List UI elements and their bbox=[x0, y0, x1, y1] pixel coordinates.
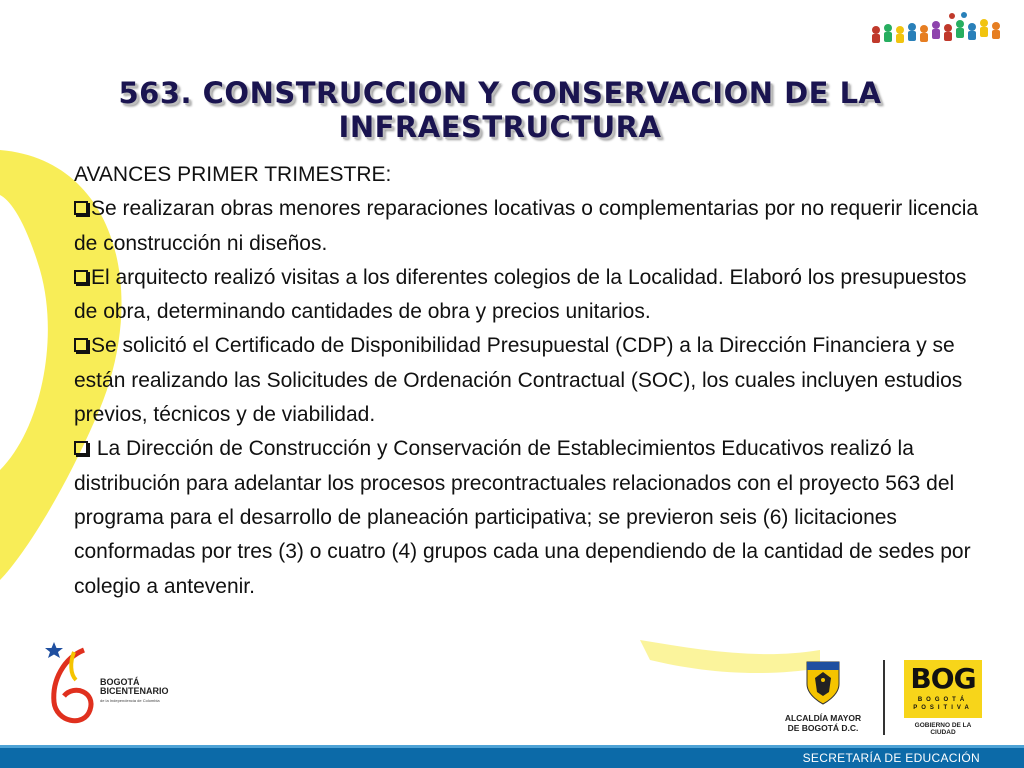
logo-divider bbox=[883, 660, 885, 735]
bog-logo bbox=[904, 660, 982, 718]
slide-content bbox=[74, 158, 989, 604]
bullet-item bbox=[74, 432, 989, 603]
bicentenario-label: BOGOTÁ BICENTENARIO bbox=[100, 677, 169, 696]
bullet-item bbox=[74, 192, 989, 261]
section-heading: AVANCES PRIMER TRIMESTRE: bbox=[74, 163, 392, 186]
bullet-text: El arquitecto realizó visitas a los diferentes colegios de la Localidad. Elaboró los presupuestos de obra, determinando cantidades de obra y precios unitarios. bbox=[74, 265, 967, 324]
slide-title: 563. CONSTRUCCION Y CONSERVACION DE LA INFRAESTRUCTURA bbox=[118, 76, 882, 144]
bullet-checkbox-icon bbox=[74, 441, 88, 455]
bullet-item bbox=[74, 329, 989, 432]
bicentenario-logo-icon bbox=[44, 640, 104, 735]
people-group-icon bbox=[868, 10, 1008, 46]
bicentenario-sub: de la Independencia de Colombia bbox=[100, 698, 160, 703]
bullet-item bbox=[74, 261, 989, 330]
gobierno-ciudad-label: GOBIERNO DE LA CIUDAD bbox=[914, 722, 972, 736]
bicentenario-logo bbox=[44, 640, 169, 740]
bogota-coat-of-arms-icon bbox=[803, 658, 843, 706]
bullet-checkbox-icon bbox=[74, 201, 88, 215]
bullet-text: Se solicitó el Certificado de Disponibilidad Presupuestal (CDP) a la Dirección Financiera y se están realizando las Solicitudes de Ordenación Contractual (SOC), los cuales incluyen estudios previos, técnicos y de viabilidad. bbox=[74, 334, 963, 427]
alcaldia-logo bbox=[780, 658, 866, 733]
bog-positiva-text: BOGOTÁ POSITIVA bbox=[913, 697, 973, 711]
secretaria-label: SECRETARÍA DE EDUCACIÓN bbox=[802, 751, 980, 765]
bullet-checkbox-icon bbox=[74, 338, 88, 352]
bog-logo-text: BOG bbox=[910, 662, 976, 695]
bullet-text: Se realizaran obras menores reparaciones locativas o complementarias por no requerir licencia de construcción ni diseños. bbox=[74, 197, 979, 255]
footer-bar bbox=[0, 748, 1024, 768]
bullet-checkbox-icon bbox=[74, 270, 88, 284]
alcaldia-label: ALCALDÍA MAYOR DE BOGOTÁ D.C. bbox=[784, 713, 862, 733]
bullet-text: La Dirección de Construcción y Conservación de Establecimientos Educativos realizó la distribución para adelantar los procesos precontractuales relacionados con el proyecto 563 del programa para el desarrollo de planeación participativa; se previeron seis (6) licitaciones conformadas por tres (3) o cuatro (4) grupos cada una dependiendo de la cantidad de sedes por colegio a antevenir. bbox=[74, 437, 971, 598]
